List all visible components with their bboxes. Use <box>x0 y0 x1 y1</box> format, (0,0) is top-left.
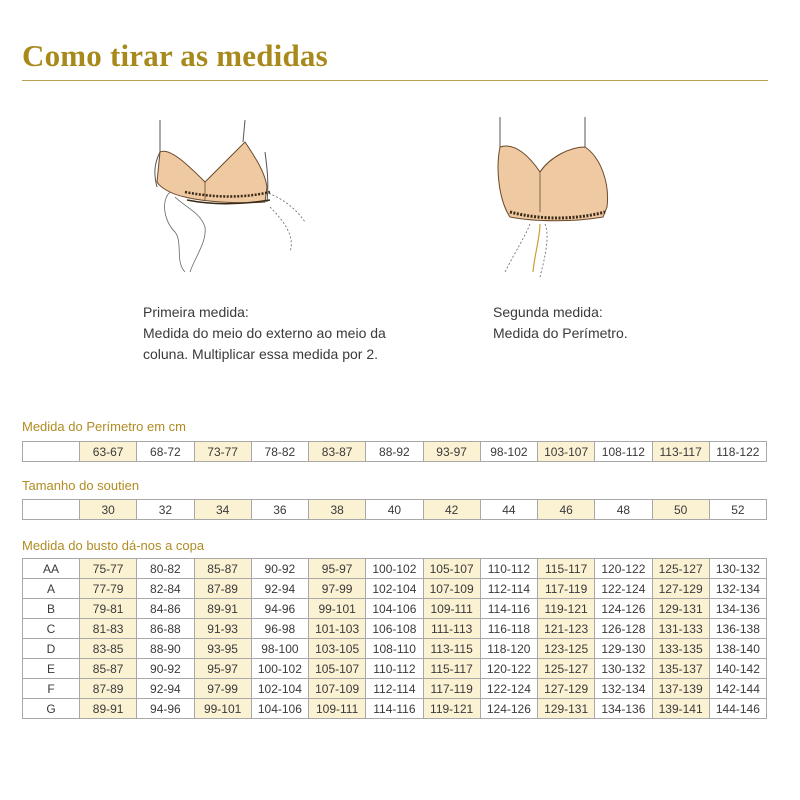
table-cell: 82-84 <box>137 579 194 599</box>
table-cell: 118-120 <box>480 639 537 659</box>
table-cell: 114-116 <box>366 699 423 719</box>
caption-line: Medida do Perímetro. <box>493 325 628 341</box>
table-cell: 111-113 <box>423 619 480 639</box>
table-cell: 68-72 <box>137 442 194 462</box>
table-cell: 115-117 <box>423 659 480 679</box>
size-label: Tamanho do soutien <box>22 478 140 493</box>
second-measurement-caption <box>493 302 628 344</box>
table-cell: 98-102 <box>480 442 537 462</box>
table-cell: 103-107 <box>538 442 595 462</box>
table-cell: 96-98 <box>251 619 308 639</box>
table-cell: 79-81 <box>80 599 137 619</box>
cup-label: B <box>23 599 80 619</box>
table-row <box>23 500 767 520</box>
cup-label: C <box>23 619 80 639</box>
table-cell: 110-112 <box>480 559 537 579</box>
table-row <box>23 639 767 659</box>
table-cell: 132-134 <box>709 579 766 599</box>
table-cell: 95-97 <box>194 659 251 679</box>
table-cell: 108-112 <box>595 442 652 462</box>
table-row <box>23 679 767 699</box>
table-cell: 87-89 <box>80 679 137 699</box>
table-cell: 108-110 <box>366 639 423 659</box>
table-cell: 32 <box>137 500 194 520</box>
table-cell: 117-119 <box>538 579 595 599</box>
table-cell: 85-87 <box>194 559 251 579</box>
table-cell: 42 <box>423 500 480 520</box>
table-row <box>23 619 767 639</box>
table-cell: 80-82 <box>137 559 194 579</box>
cup-label: AA <box>23 559 80 579</box>
table-cell: 114-116 <box>480 599 537 619</box>
table-cell: 77-79 <box>80 579 137 599</box>
table-cell: 113-117 <box>652 442 709 462</box>
table-cell: 124-126 <box>595 599 652 619</box>
table-cell: 86-88 <box>137 619 194 639</box>
table-cell: 100-102 <box>251 659 308 679</box>
size-table <box>22 499 767 520</box>
table-cell: 104-106 <box>366 599 423 619</box>
table-row <box>23 579 767 599</box>
table-cell: 113-115 <box>423 639 480 659</box>
table-cell: 99-101 <box>309 599 366 619</box>
table-cell: 118-122 <box>709 442 766 462</box>
table-cell: 109-111 <box>309 699 366 719</box>
first-measurement-caption <box>143 302 386 365</box>
table-row <box>23 442 767 462</box>
table-cell <box>23 500 80 520</box>
table-cell: 134-136 <box>595 699 652 719</box>
table-cell: 125-127 <box>538 659 595 679</box>
first-measurement-illustration <box>145 112 315 282</box>
table-cell: 81-83 <box>80 619 137 639</box>
second-measurement-illustration <box>485 112 625 287</box>
table-cell: 107-109 <box>309 679 366 699</box>
table-cell: 97-99 <box>194 679 251 699</box>
table-cell: 123-125 <box>538 639 595 659</box>
table-cell: 100-102 <box>366 559 423 579</box>
table-cell: 105-107 <box>423 559 480 579</box>
table-cell: 136-138 <box>709 619 766 639</box>
table-cell: 112-114 <box>366 679 423 699</box>
table-row <box>23 559 767 579</box>
table-cell: 84-86 <box>137 599 194 619</box>
bust-label: Medida do busto dá-nos a copa <box>22 538 205 553</box>
table-cell: 104-106 <box>251 699 308 719</box>
table-cell: 120-122 <box>480 659 537 679</box>
bust-table <box>22 558 767 719</box>
table-cell: 88-92 <box>366 442 423 462</box>
table-cell: 127-129 <box>538 679 595 699</box>
table-cell: 90-92 <box>137 659 194 679</box>
table-cell: 109-111 <box>423 599 480 619</box>
table-cell: 116-118 <box>480 619 537 639</box>
table-cell: 101-103 <box>309 619 366 639</box>
table-cell: 106-108 <box>366 619 423 639</box>
table-cell: 129-130 <box>595 639 652 659</box>
table-cell: 124-126 <box>480 699 537 719</box>
table-cell: 48 <box>595 500 652 520</box>
table-cell: 121-123 <box>538 619 595 639</box>
cup-label: A <box>23 579 80 599</box>
cup-label: F <box>23 679 80 699</box>
table-cell: 46 <box>538 500 595 520</box>
table-cell: 130-132 <box>709 559 766 579</box>
table-cell: 91-93 <box>194 619 251 639</box>
table-cell: 132-134 <box>595 679 652 699</box>
table-cell: 126-128 <box>595 619 652 639</box>
table-cell: 102-104 <box>366 579 423 599</box>
table-cell: 94-96 <box>137 699 194 719</box>
table-cell: 112-114 <box>480 579 537 599</box>
caption-line: Primeira medida: <box>143 304 249 320</box>
table-cell <box>23 442 80 462</box>
table-cell: 142-144 <box>709 679 766 699</box>
table-cell: 129-131 <box>538 699 595 719</box>
table-cell: 119-121 <box>538 599 595 619</box>
table-row <box>23 599 767 619</box>
table-cell: 115-117 <box>538 559 595 579</box>
perimeter-table <box>22 441 767 462</box>
table-cell: 92-94 <box>137 679 194 699</box>
table-cell: 88-90 <box>137 639 194 659</box>
cup-label: E <box>23 659 80 679</box>
table-cell: 89-91 <box>194 599 251 619</box>
table-cell: 44 <box>480 500 537 520</box>
table-cell: 133-135 <box>652 639 709 659</box>
caption-line: coluna. Multiplicar essa medida por 2. <box>143 346 379 362</box>
table-cell: 87-89 <box>194 579 251 599</box>
table-row <box>23 699 767 719</box>
cup-label: D <box>23 639 80 659</box>
table-cell: 93-95 <box>194 639 251 659</box>
table-cell: 131-133 <box>652 619 709 639</box>
table-cell: 103-105 <box>309 639 366 659</box>
title-divider <box>22 80 768 81</box>
table-cell: 73-77 <box>194 442 251 462</box>
table-cell: 138-140 <box>709 639 766 659</box>
table-cell: 137-139 <box>652 679 709 699</box>
table-cell: 125-127 <box>652 559 709 579</box>
table-cell: 122-124 <box>595 579 652 599</box>
table-cell: 119-121 <box>423 699 480 719</box>
table-cell: 130-132 <box>595 659 652 679</box>
table-cell: 122-124 <box>480 679 537 699</box>
table-cell: 85-87 <box>80 659 137 679</box>
table-cell: 75-77 <box>80 559 137 579</box>
table-cell: 50 <box>652 500 709 520</box>
table-row <box>23 659 767 679</box>
perimeter-label: Medida do Perímetro em cm <box>22 419 187 434</box>
table-cell: 102-104 <box>251 679 308 699</box>
table-cell: 38 <box>309 500 366 520</box>
table-cell: 134-136 <box>709 599 766 619</box>
caption-line: Medida do meio do externo ao meio da <box>143 325 386 341</box>
table-cell: 110-112 <box>366 659 423 679</box>
table-cell: 129-131 <box>652 599 709 619</box>
table-cell: 97-99 <box>309 579 366 599</box>
table-cell: 107-109 <box>423 579 480 599</box>
table-cell: 52 <box>709 500 766 520</box>
table-cell: 127-129 <box>652 579 709 599</box>
table-cell: 144-146 <box>709 699 766 719</box>
table-cell: 78-82 <box>251 442 308 462</box>
table-cell: 83-85 <box>80 639 137 659</box>
table-cell: 40 <box>366 500 423 520</box>
table-cell: 95-97 <box>309 559 366 579</box>
page-title: Como tirar as medidas <box>22 38 328 73</box>
table-cell: 90-92 <box>251 559 308 579</box>
caption-line: Segunda medida: <box>493 304 603 320</box>
table-cell: 117-119 <box>423 679 480 699</box>
table-cell: 30 <box>80 500 137 520</box>
cup-label: G <box>23 699 80 719</box>
table-cell: 83-87 <box>309 442 366 462</box>
table-cell: 98-100 <box>251 639 308 659</box>
table-cell: 139-141 <box>652 699 709 719</box>
table-cell: 94-96 <box>251 599 308 619</box>
table-cell: 140-142 <box>709 659 766 679</box>
table-cell: 120-122 <box>595 559 652 579</box>
table-cell: 34 <box>194 500 251 520</box>
table-cell: 105-107 <box>309 659 366 679</box>
table-cell: 93-97 <box>423 442 480 462</box>
table-cell: 92-94 <box>251 579 308 599</box>
table-cell: 63-67 <box>80 442 137 462</box>
table-cell: 89-91 <box>80 699 137 719</box>
table-cell: 99-101 <box>194 699 251 719</box>
table-cell: 135-137 <box>652 659 709 679</box>
table-cell: 36 <box>251 500 308 520</box>
